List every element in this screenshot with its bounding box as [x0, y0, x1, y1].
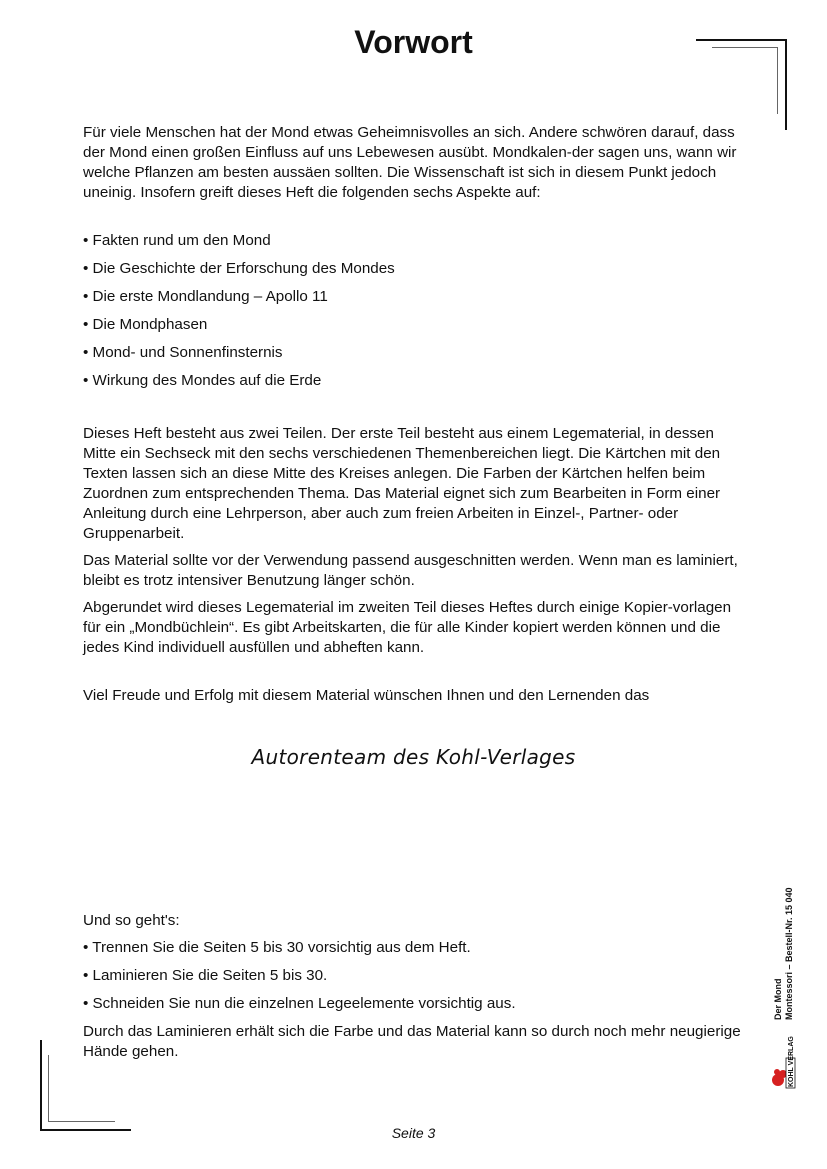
instruction-item: • Trennen Sie die Seiten 5 bis 30 vorsichtig aus dem Heft.	[83, 939, 471, 956]
topic-item: • Die Geschichte der Erforschung des Mondes	[83, 260, 395, 277]
corner-line	[48, 1121, 115, 1122]
corner-line	[777, 47, 778, 114]
corner-line	[48, 1055, 49, 1122]
main-content	[83, 123, 743, 706]
corner-line	[696, 39, 787, 41]
publisher-logo	[769, 1028, 801, 1090]
sidebar-publication-info	[773, 887, 795, 1020]
corner-line	[785, 39, 787, 130]
topic-item: • Die erste Mondlandung – Apollo 11	[83, 288, 328, 305]
author-signature: Autorenteam des Kohl-Verlages	[251, 745, 576, 769]
sidebar-order-number: Montessori – Bestell-Nr. 15 040	[784, 887, 794, 1020]
instructions-section	[83, 911, 743, 1062]
instruction-item: • Schneiden Sie nun die einzelnen Legeelemente vorsichtig aus.	[83, 995, 516, 1012]
instructions-heading: Und so geht's:	[83, 912, 180, 929]
intro-paragraph: Für viele Menschen hat der Mond etwas Geheimnisvolles an sich. Andere schwören darauf, dass der Mond einen großen Einfluss auf uns Lebewesen ausübt. Mondkalen-der sagen uns, wann wir welche Pflanzen am besten aussäen sollten. Die Wissenschaft ist sich in diesem Punkt jedoch uneinig. Insofern greift dieses Heft die folgenden sechs Aspekte auf:	[83, 124, 737, 201]
sidebar-title: Der Mond	[773, 978, 783, 1020]
page-title: Vorwort	[354, 24, 473, 60]
topic-item: • Wirkung des Mondes auf die Erde	[83, 372, 322, 389]
body-paragraph: Dieses Heft besteht aus zwei Teilen. Der erste Teil besteht aus einem Legematerial, in dessen Mitte ein Sechseck mit den sechs verschiedenen Themenbereichen liegt. Die Kärtchen mit den Texten lassen sich an diese Mitte des Kreises anlegen. Die Farben der Kärtchen helfen beim Zuordnen zum entsprechenden Thema. Das Material eignet sich zum Bearbeiten in Form einer Anleitung durch eine Lehrperson, aber auch zum freien Arbeiten in Einzel-, Partner- oder Gruppenarbeit.	[83, 425, 721, 542]
instructions-list	[83, 938, 743, 1022]
body-paragraph: Das Material sollte vor der Verwendung passend ausgeschnitten werden. Wenn man es laminiert, bleibt es trotz intensiver Benutzung länger schön.	[83, 552, 738, 589]
topic-item: • Die Mondphasen	[83, 316, 208, 333]
instructions-note: Durch das Laminieren erhält sich die Farbe und das Material kann so durch noch mehr neugierige Hände gehen.	[83, 1023, 741, 1060]
topic-item: • Fakten rund um den Mond	[83, 232, 271, 249]
corner-line	[40, 1040, 42, 1131]
instruction-item: • Laminieren Sie die Seiten 5 bis 30.	[83, 967, 328, 984]
corner-line	[712, 47, 778, 48]
closing-paragraph: Viel Freude und Erfolg mit diesem Material wünschen Ihnen und den Lernenden das	[83, 687, 650, 704]
topic-list	[83, 231, 743, 399]
topic-item: • Mond- und Sonnenfinsternis	[83, 344, 283, 361]
body-paragraph: Abgerundet wird dieses Legematerial im zweiten Teil dieses Heftes durch einige Kopier-vorlagen für ein „Mondbüchlein“. Es gibt Arbeitskarten, die für alle Kinder kopiert werden können und die jedes Kind individuell ausfüllen und abheften kann.	[83, 599, 732, 656]
page-number: Seite 3	[391, 1125, 436, 1141]
logo-text: KOHL VERLAG	[788, 1036, 795, 1087]
